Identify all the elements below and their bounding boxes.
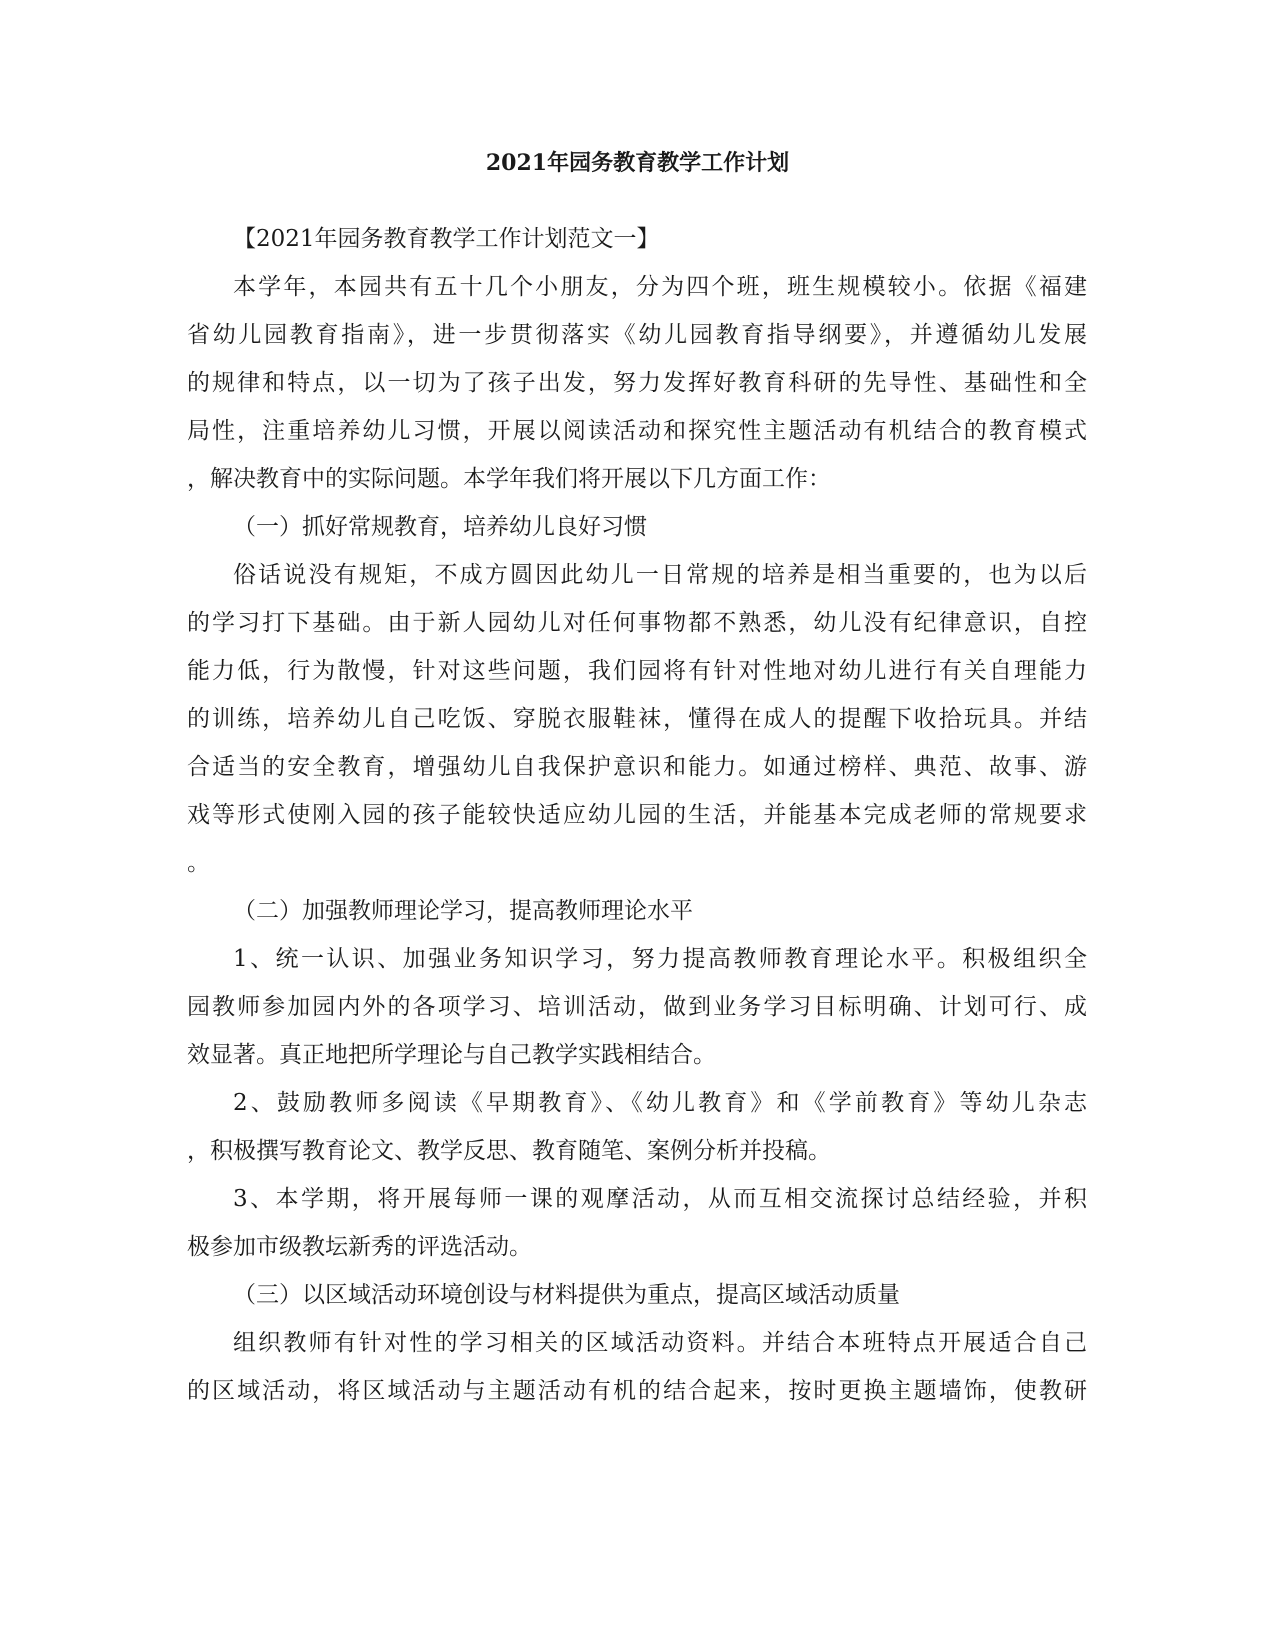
section-heading-line: （二）加强教师理论学习，提高教师理论水平 [233, 898, 693, 924]
paragraph-line: 极参加市级教坛新秀的评选活动。 [187, 1234, 532, 1260]
paragraph-line: 能力低，行为散慢，针对这些问题，我们园将有针对性地对幼儿进行有关自理能力 [187, 658, 1087, 684]
paragraph-line: 本学年，本园共有五十几个小朋友，分为四个班，班生规模较小。依据《福建 [233, 274, 1087, 300]
paragraph-line: 1、统一认识、加强业务知识学习，努力提高教师教育理论水平。积极组织全 [233, 946, 1087, 972]
paragraph-line: 戏等形式使刚入园的孩子能较快适应幼儿园的生活，并能基本完成老师的常规要求 [187, 802, 1087, 828]
paragraph-line: 。 [187, 850, 210, 876]
document-title: 2021年园务教育教学工作计划 [485, 150, 790, 176]
section-heading-line: （三）以区域活动环境创设与材料提供为重点，提高区域活动质量 [233, 1282, 900, 1308]
document-body [187, 215, 1087, 1415]
section-heading-line: 【2021年园务教育教学工作计划范文一】 [233, 226, 660, 252]
paragraph-line: 3、本学期，将开展每师一课的观摩活动，从而互相交流探讨总结经验，并积 [233, 1186, 1087, 1212]
paragraph-line: 2、鼓励教师多阅读《早期教育》、《幼儿教育》和《学前教育》等幼儿杂志 [233, 1090, 1087, 1116]
paragraph-line: ，积极撰写教育论文、教学反思、教育随笔、案例分析并投稿。 [187, 1138, 831, 1164]
paragraph-line: 效显著。真正地把所学理论与自己教学实践相结合。 [187, 1042, 716, 1068]
paragraph-line: 合适当的安全教育，增强幼儿自我保护意识和能力。如通过榜样、典范、故事、游 [187, 754, 1087, 780]
paragraph-line: ，解决教育中的实际问题。本学年我们将开展以下几方面工作： [187, 466, 831, 492]
paragraph-line: 俗话说没有规矩，不成方圆因此幼儿一日常规的培养是相当重要的，也为以后 [233, 562, 1087, 588]
paragraph-line: 的规律和特点，以一切为了孩子出发，努力发挥好教育科研的先导性、基础性和全 [187, 370, 1087, 396]
paragraph-line: 的学习打下基础。由于新人园幼儿对任何事物都不熟悉，幼儿没有纪律意识，自控 [187, 610, 1087, 636]
paragraph-line: 组织教师有针对性的学习相关的区域活动资料。并结合本班特点开展适合自己 [233, 1330, 1087, 1356]
paragraph-line: 局性，注重培养幼儿习惯，开展以阅读活动和探究性主题活动有机结合的教育模式 [187, 418, 1087, 444]
paragraph-line: 的训练，培养幼儿自己吃饭、穿脱衣服鞋袜，懂得在成人的提醒下收拾玩具。并结 [187, 706, 1087, 732]
paragraph-line: 省幼儿园教育指南》，进一步贯彻落实《幼儿园教育指导纲要》，并遵循幼儿发展 [187, 322, 1087, 348]
section-heading-line: （一）抓好常规教育，培养幼儿良好习惯 [233, 514, 647, 540]
paragraph-line: 的区域活动，将区域活动与主题活动有机的结合起来，按时更换主题墙饰，使教研 [187, 1378, 1087, 1404]
paragraph-line: 园教师参加园内外的各项学习、培训活动，做到业务学习目标明确、计划可行、成 [187, 994, 1087, 1020]
